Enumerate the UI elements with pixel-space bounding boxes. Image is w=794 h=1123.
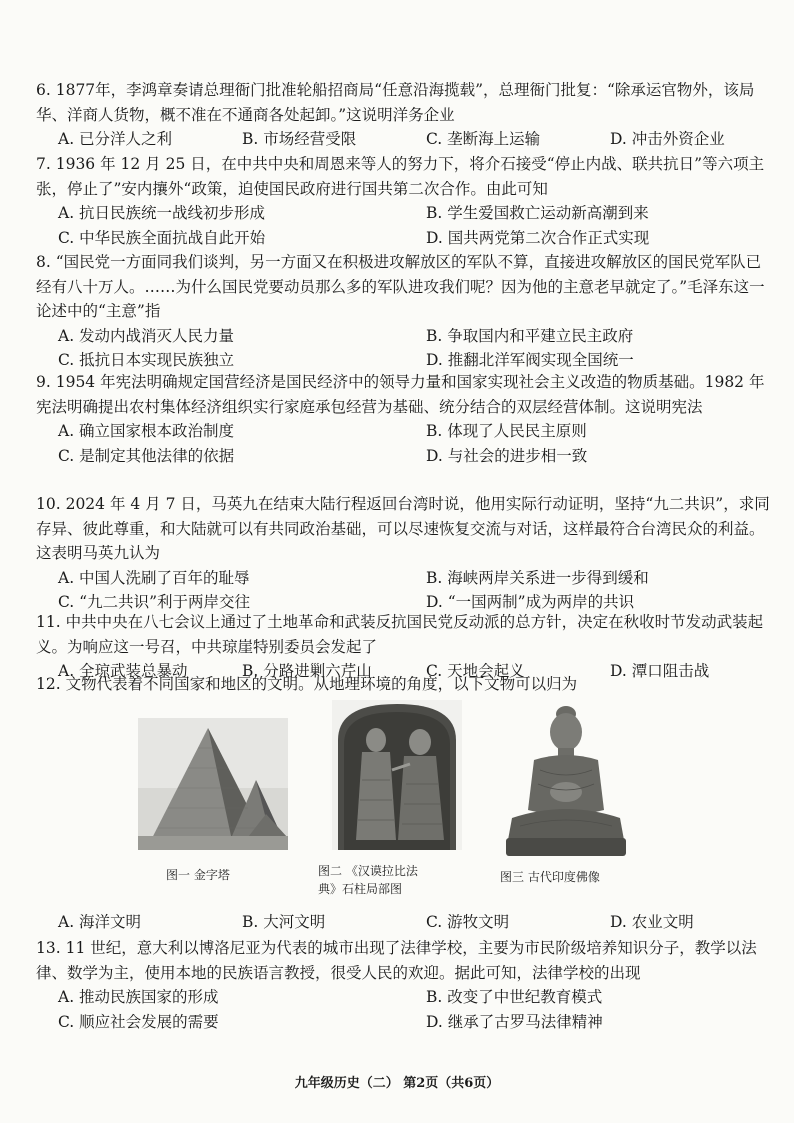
option-c: C. 中华民族全面抗战自此开始 xyxy=(58,228,266,247)
option-a: A. 发动内战消灭人民力量 xyxy=(58,326,235,345)
buddha-statue-image xyxy=(500,700,632,858)
option-d: D. “一国两制”成为两岸的共识 xyxy=(426,593,635,611)
figure-2-caption-line1: 图二 《汉谟拉比法 xyxy=(318,864,418,878)
option-row xyxy=(36,324,772,373)
option-row xyxy=(36,985,772,1034)
option-d: D. 推翻北洋军阀实现全国统一 xyxy=(426,351,634,369)
option-a: A. 推动民族国家的形成 xyxy=(58,988,219,1006)
option-b: B. 学生爱国救亡运动新高潮到来 xyxy=(426,204,649,222)
question-6 xyxy=(36,78,772,152)
question-8 xyxy=(36,250,772,373)
question-7 xyxy=(36,152,772,250)
question-13 xyxy=(36,936,772,1034)
question-9 xyxy=(36,370,772,468)
option-c: C. 游牧文明 xyxy=(426,913,510,931)
question-stem: 10. 2024 年 4 月 7 日，马英九在结束大陆行程返回台湾时说，他用实际行动证明，坚持“九二共识”，求同存异、彼此尊重，和大陆就可以有共同政治基础，可以尽速恢复交流与对话，这样最符合台湾民众的利益。这表明马英九认为 xyxy=(36,495,770,562)
option-b: B. 改变了中世纪教育模式 xyxy=(426,988,603,1006)
page-footer: 九年级历史（二） 第2页（共6页） xyxy=(294,1076,500,1091)
option-row xyxy=(36,127,772,152)
option-row xyxy=(36,201,772,250)
option-a: A. 全琼武装总暴动 xyxy=(58,662,188,680)
question-12-options xyxy=(36,910,772,935)
option-c: C. 是制定其他法律的依据 xyxy=(58,446,235,465)
option-c: C. “九二共识”利于两岸交往 xyxy=(58,593,251,611)
option-a: A. 已分洋人之利 xyxy=(58,130,173,148)
option-b: B. 体现了人民民主原则 xyxy=(426,422,587,440)
figure-3-caption: 图三 古代印度佛像 xyxy=(500,870,600,884)
question-stem: 8. “国民党一方面同我们谈判，另一方面又在积极进攻解放区的军队不算，直接进攻解放区的国民党军队已经有八十万人。……为什么国民党要动员那么多的军队进攻我们呢？因为他的主意老早就定了。”毛泽东这一论述中的“主意”指 xyxy=(36,253,765,320)
option-d: D. 与社会的进步相一致 xyxy=(426,446,588,465)
option-c: C. 顺应社会发展的需要 xyxy=(58,1012,219,1031)
option-a: A. 海洋文明 xyxy=(58,913,142,931)
option-c: C. 天地会起义 xyxy=(426,662,525,680)
option-d: D. 潭口阻击战 xyxy=(610,662,710,680)
question-10 xyxy=(36,492,772,615)
question-stem: 12. 文物代表着不同国家和地区的文明。从地理环境的角度，以下文物可以归为 xyxy=(36,675,578,693)
question-stem: 13. 11 世纪，意大利以博洛尼亚为代表的城市出现了法律学校，主要为市民阶级培养知识分子，教学以法律、数学为主，使用本地的民族语言教授，很受人民的欢迎。据此可知，法律学校的出现 xyxy=(36,939,757,982)
option-b: B. 分路进剿六芹山 xyxy=(242,662,372,680)
option-d: D. 农业文明 xyxy=(610,913,694,931)
option-a: A. 抗日民族统一战线初步形成 xyxy=(58,204,266,222)
option-row xyxy=(36,566,772,615)
pyramids-image xyxy=(138,718,288,850)
option-c: C. 抵抗日本实现民族独立 xyxy=(58,351,235,369)
question-stem: 11. 中共中央在八七会议上通过了土地革命和武装反抗国民党反动派的总方针，决定在秋收时节发动武装起义。为响应这一号召，中共琼崖特别委员会发起了 xyxy=(36,613,764,656)
hammurabi-stele-image xyxy=(332,700,462,850)
option-a: A. 确立国家根本政治制度 xyxy=(58,422,235,440)
figures-row xyxy=(0,690,794,910)
option-b: B. 争取国内和平建立民主政府 xyxy=(426,326,634,345)
option-c: C. 垄断海上运输 xyxy=(426,130,541,148)
option-row xyxy=(36,419,772,468)
option-d: D. 国共两党第二次合作正式实现 xyxy=(426,228,650,247)
question-stem: 9. 1954 年宪法明确规定国营经济是国民经济中的领导力量和国家实现社会主义改造的物质基础。1982 年宪法明确提出农村集体经济组织实行家庭承包经营为基础、统分结合的双层经营体制。这说明宪法 xyxy=(36,373,765,416)
question-stem: 6. 1877年，李鸿章奏请总理衙门批准轮船招商局“任意沿海揽载”，总理衙门批复：“除承运官物外，该局华、洋商人货物，概不准在不通商各处起卸。”这说明洋务企业 xyxy=(36,81,755,124)
option-d: D. 冲击外资企业 xyxy=(610,130,725,148)
figure-2-caption-line2: 典》石柱局部图 xyxy=(318,882,403,896)
question-stem: 7. 1936 年 12 月 25 日，在中共中央和周恩来等人的努力下，将介石接受“停止内战、联共抗日”等六项主张，停止了”安内攘外“政策，迫使国民政府进行国共第二次合作。由此可知 xyxy=(36,155,765,198)
option-a: A. 中国人洗刷了百年的耻辱 xyxy=(58,568,250,587)
option-d: D. 继承了古罗马法律精神 xyxy=(426,1012,603,1031)
figure-1-caption: 图一 金字塔 xyxy=(166,868,230,882)
option-b: B. 海峡两岸关系进一步得到缓和 xyxy=(426,568,649,587)
option-row xyxy=(36,910,772,935)
option-b: B. 大河文明 xyxy=(242,913,326,931)
option-b: B. 市场经营受限 xyxy=(242,130,357,148)
